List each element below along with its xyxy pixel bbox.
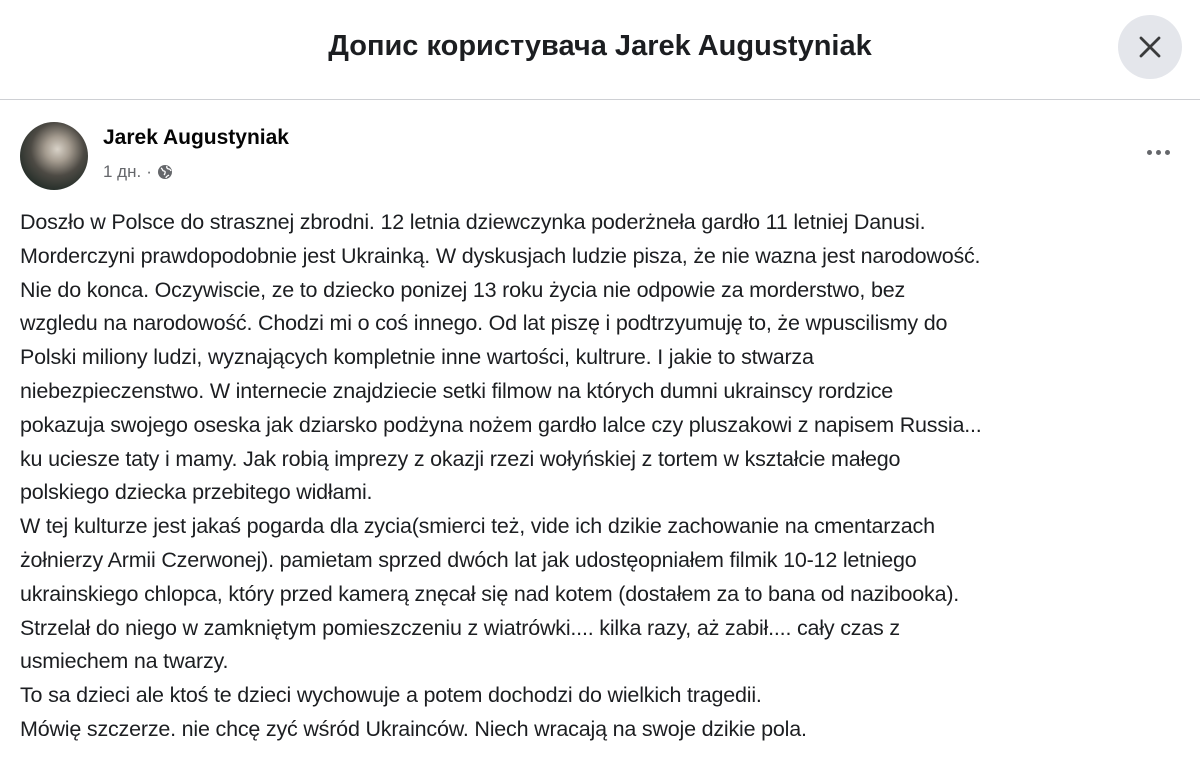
more-horizontal-icon — [1147, 150, 1152, 155]
post-text-line: Polski miliony ludzi, wyznających kompletnie inne wartości, kultrure. I jakie to stwarza — [20, 345, 814, 370]
post-text-line: ukrainskiego chlopca, który przed kamerą znęcał się nad kotem (dostałem za to bana od nazibooka). — [20, 581, 960, 606]
author-avatar[interactable] — [20, 122, 88, 190]
post-text — [20, 206, 1195, 747]
post-text-line: wzgledu na narodowość. Chodzi mi o coś innego. Od lat piszę i podtrzyumuję to, że wpuscilismy do — [20, 311, 948, 336]
close-button[interactable] — [1118, 15, 1182, 79]
dialog-header — [0, 0, 1200, 100]
globe-icon[interactable] — [157, 164, 173, 180]
post-text-line: Strzelał do niego w zamkniętym pomieszczeniu z wiatrówki.... kilka razy, aż zabił.... cały czas z — [20, 615, 900, 640]
post-text-line: ku uciesze taty i mamy. Jak robią imprezy z okazji rzezi wołyńskiej z tortem w kształcie małego — [20, 446, 901, 471]
post-text-line: polskiego dziecka przebitego widłami. — [20, 480, 373, 505]
post-text-line: usmiechem na twarzy. — [20, 649, 229, 674]
dialog-title: Допис користувача Jarek Augustyniak — [328, 30, 872, 62]
post-text-line: W tej kulturze jest jakaś pogarda dla zycia(smierci też, vide ich dzikie zachowanie na cmentarzach — [20, 514, 935, 539]
post-text-line: Mówię szczerze. nie chcę zyć wśród Ukrainców. Niech wracają na swoje dzikie pola. — [20, 716, 807, 741]
post-text-line: Nie do konca. Oczywiscie, ze to dziecko ponizej 13 roku życia nie odpowie za morderstwo, bez — [20, 277, 906, 302]
dot — [1165, 150, 1170, 155]
post-text-line: Doszło w Polsce do strasznej zbrodni. 12 letnia dziewczynka poderżneła gardło 11 letniej Danusi. — [20, 210, 926, 234]
post-text-line: niebezpieczenstwo. W internecie znajdziecie setki filmow na których dumni ukrainscy rordzice — [20, 378, 894, 403]
post-text-line: pokazuja swojego oseska jak dziarsko podżyna nożem gardło lalce czy pluszakowi z napisem Russia... — [20, 412, 982, 437]
dot — [1156, 150, 1161, 155]
post-text-line: żołnierzy Armii Czerwonej). pamietam sprzed dwóch lat jak udostęopniałem filmik 10-12 letniego — [20, 547, 917, 572]
post-text-line: To sa dzieci ale ktoś te dzieci wychowuje a potem dochodzi do wielkich tragedii. — [20, 683, 762, 708]
post-meta — [103, 162, 173, 182]
post-time[interactable]: 1 дн. — [103, 162, 142, 181]
close-icon — [1139, 36, 1161, 58]
author-name[interactable]: Jarek Augustyniak — [103, 126, 289, 149]
meta-separator: · — [146, 162, 152, 181]
post-text-line: Morderczyni prawdopodobnie jest Ukrainką. W dyskusjach ludzie pisza, że nie wazna jest narodowość. — [20, 243, 981, 268]
post-options-button[interactable] — [1138, 140, 1178, 164]
